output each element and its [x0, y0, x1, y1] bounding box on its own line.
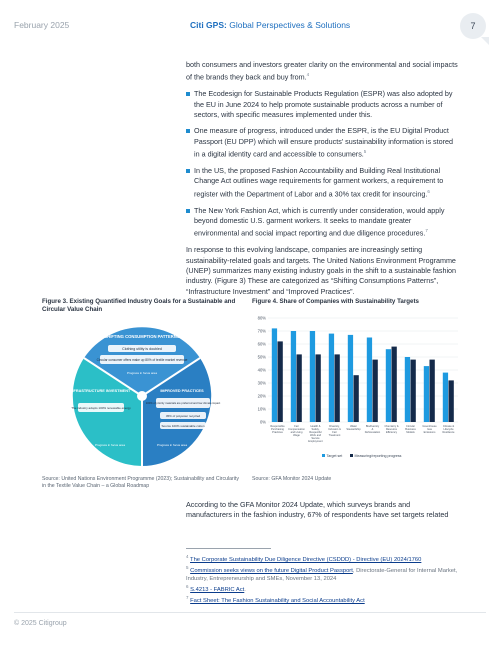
- right-item-1: 100% of priority materials are preferred and low climate impact: [145, 402, 221, 405]
- top-heading: SHIFTING CONSUMPTION PATTERNS: [104, 334, 180, 339]
- lower-body: [186, 500, 458, 527]
- header-brand: Citi GPS:: [190, 20, 227, 30]
- footnote-number: 6: [186, 583, 189, 589]
- left-item-1: The industry adopts 100% renewable energy: [71, 406, 131, 410]
- upper-body: [186, 60, 458, 303]
- figure3-source: Source: United Nations Environment Programme (2023); Sustainability and Circularity in the Textile Value Chain – a Global Roadmap: [42, 476, 239, 489]
- footnote-number: 4: [186, 554, 189, 559]
- bullet-square-icon: [186, 92, 190, 96]
- legend-label: Measuring/reporting progress: [354, 454, 402, 458]
- bullet-square-icon: [186, 129, 190, 133]
- bullet-item: [186, 126, 458, 160]
- footnote-number: 5: [186, 564, 189, 570]
- bullet-text: The Ecodesign for Sustainable Products Regulation (ESPR) was also adopted by the EU in June 2024 to help promote sustainable products across a number of sectors, with specific measures implemented under this.: [194, 89, 453, 120]
- footnote-item: [186, 553, 458, 564]
- top-item-2: Circular consumer offers make up 80% of textile market revenue: [96, 358, 188, 362]
- left-badge: Progress in focus area: [94, 443, 126, 447]
- right-item-3: Source 100% sustainable cotton: [161, 424, 205, 428]
- y-tick-label: 20%: [257, 393, 266, 399]
- y-tick-label: 40%: [257, 367, 266, 373]
- legend-swatch: [350, 454, 353, 457]
- top-item-1: Clothing utility is doubled: [122, 347, 162, 351]
- footnote-link[interactable]: S.4213 - FABRIC Act: [190, 586, 245, 593]
- page-number: 7: [460, 13, 486, 39]
- footnote-list: [186, 553, 458, 605]
- bar-target-set: [272, 328, 277, 422]
- figure4-title: Figure 4. Share of Companies with Sustainability Targets: [252, 298, 419, 305]
- header-title: [190, 20, 350, 30]
- x-tick-label: Biodiversity & Deforestation: [364, 425, 381, 434]
- footnotes: [186, 548, 458, 605]
- legend-label: Target set: [326, 454, 343, 458]
- lead-text: both consumers and investors greater clarity on the environmental and social impacts of the brands they back and buy from.: [186, 60, 458, 82]
- wheel-center: [137, 391, 147, 401]
- bar-target-set: [424, 366, 429, 422]
- y-tick-label: 30%: [257, 380, 266, 386]
- footnote-ref: 5: [363, 149, 367, 155]
- bar-measuring-progress: [335, 354, 340, 422]
- header-title-text: Global Perspectives & Solutions: [229, 20, 351, 30]
- bullet-item: [186, 206, 458, 240]
- footnote-rule: [186, 548, 271, 549]
- bar-target-set: [310, 331, 315, 422]
- y-tick-label: 70%: [257, 328, 266, 334]
- bar-target-set: [386, 349, 391, 422]
- figure3-wheel: [42, 318, 242, 473]
- legend-swatch: [322, 454, 325, 457]
- bullet-square-icon: [186, 209, 190, 213]
- x-tick-label: Water Stewardship: [346, 425, 361, 431]
- x-tick-label: Responsible Purchasing Practices: [270, 425, 285, 434]
- right-heading: IMPROVED PRACTICES: [160, 389, 204, 393]
- copyright: © 2025 Citigroup: [14, 620, 67, 627]
- figure4-chart: [252, 312, 462, 462]
- footnote-ref: 7: [425, 228, 428, 234]
- x-tick-label: Chemistry & Resource Efficiency: [384, 425, 399, 434]
- footnote-item: [186, 564, 458, 583]
- footnote-item: [186, 594, 458, 605]
- right-item-2: 45% of polyester recycled: [165, 414, 201, 418]
- footnote-link[interactable]: The Corporate Sustainability Due Diligence Directive (CSDDD) - Directive (EU) 2024/1760: [190, 556, 422, 563]
- bar-target-set: [329, 334, 334, 422]
- bullet-text: One measure of progress, introduced under the ESPR, is the EU Digital Product Passport (EU DPP) which will ensure products' sustainability information is stored in a digital identity card and accessible to consumers.: [194, 126, 454, 159]
- bar-measuring-progress: [278, 341, 283, 422]
- footnote-item: [186, 583, 458, 594]
- bar-target-set: [291, 331, 296, 422]
- x-tick-label: Circular Business Models: [405, 425, 416, 434]
- bar-measuring-progress: [354, 375, 359, 422]
- bar-measuring-progress: [411, 360, 416, 422]
- footnote-number: 7: [186, 594, 189, 600]
- page-tab-decoration: [481, 37, 489, 45]
- bar-measuring-progress: [430, 360, 435, 422]
- header-date: February 2025: [14, 20, 70, 30]
- y-tick-label: 10%: [257, 406, 266, 412]
- y-tick-label: 0%: [259, 419, 266, 425]
- footnote-link[interactable]: Fact Sheet: The Fashion Sustainability and Social Accountability Act: [190, 597, 365, 604]
- bar-measuring-progress: [449, 380, 454, 422]
- y-tick-label: 50%: [257, 354, 266, 360]
- footnote-text: .: [244, 586, 246, 593]
- bar-measuring-progress: [392, 347, 397, 422]
- bar-measuring-progress: [297, 354, 302, 422]
- y-tick-label: 80%: [257, 315, 266, 321]
- response-paragraph: In response to this evolving landscape, companies are increasingly setting sustainability-related goals and targets. The United Nations Environment Programme (UNEP) summarizes many existing industry goals in the shift to a sustainable fashion industry. (Figure 3) These are categorized as “Shifting Consumptions Patterns”, “Infrastructure Investment” and “Improved Practices”.: [186, 245, 457, 296]
- x-tick-label: Greenhouse Gas Emissions: [422, 425, 437, 434]
- x-tick-label: Health & Safety, Respectful Work and Secure Employment: [308, 425, 323, 443]
- left-heading: INFRASTRUCTURE INVESTMENT: [69, 389, 131, 393]
- bullet-item: [186, 166, 458, 200]
- figure3-title: Figure 3. Existing Quantified Industry Goals for a Sustainable and Circular Value Chain: [42, 298, 236, 313]
- footnote-ref: 4: [306, 72, 310, 78]
- bullet-text: The New York Fashion Act, which is currently under consideration, would apply beyond domestic U.S. garment workers. It seeks to mandate greater environmental and social impact reporting and due diligence procedures.: [194, 205, 445, 238]
- top-badge: Progress in focus area: [126, 371, 158, 375]
- bar-measuring-progress: [316, 354, 321, 422]
- bullet-text: In the US, the proposed Fashion Accountability and Building Real Institutional Change Act outlines wage requirements for garment workers, a requirement to register with the Department of Labor and a 30% tax credit for insourcing.: [194, 166, 444, 199]
- bar-measuring-progress: [373, 360, 378, 422]
- footnote-text: , Directorate-General for Internal Market, Industry, Entrepreneurship and SMEs, November 13, 2024: [186, 567, 458, 582]
- figure4-source: Source: GFA Monitor 2024 Update: [252, 476, 332, 482]
- x-tick-label: Fair Compensation and Living Wage: [288, 425, 305, 437]
- lead-paragraph: [186, 60, 458, 83]
- x-tick-label: Diversity, Inclusion & Fair Treatment: [328, 425, 341, 437]
- bullet-square-icon: [186, 169, 190, 173]
- footnote-link[interactable]: Commission seeks views on the future Digital Product Passport: [190, 567, 353, 574]
- footnote-ref: 6: [427, 188, 430, 194]
- bullet-list: [186, 89, 458, 239]
- bullet-item: [186, 89, 458, 120]
- footer-rule: [14, 612, 486, 613]
- closing-paragraph: According to the GFA Monitor 2024 Update, which surveys brands and manufacturers in the fashion industry, 67% of respondents have set targets related: [186, 500, 449, 520]
- bar-target-set: [367, 338, 372, 423]
- bar-target-set: [443, 373, 448, 422]
- bar-target-set: [348, 335, 353, 422]
- bar-target-set: [405, 357, 410, 422]
- right-badge: Progress in focus area: [156, 443, 188, 447]
- y-tick-label: 60%: [257, 341, 266, 347]
- x-tick-label: Climate & Lifecycle Resilience: [442, 425, 455, 434]
